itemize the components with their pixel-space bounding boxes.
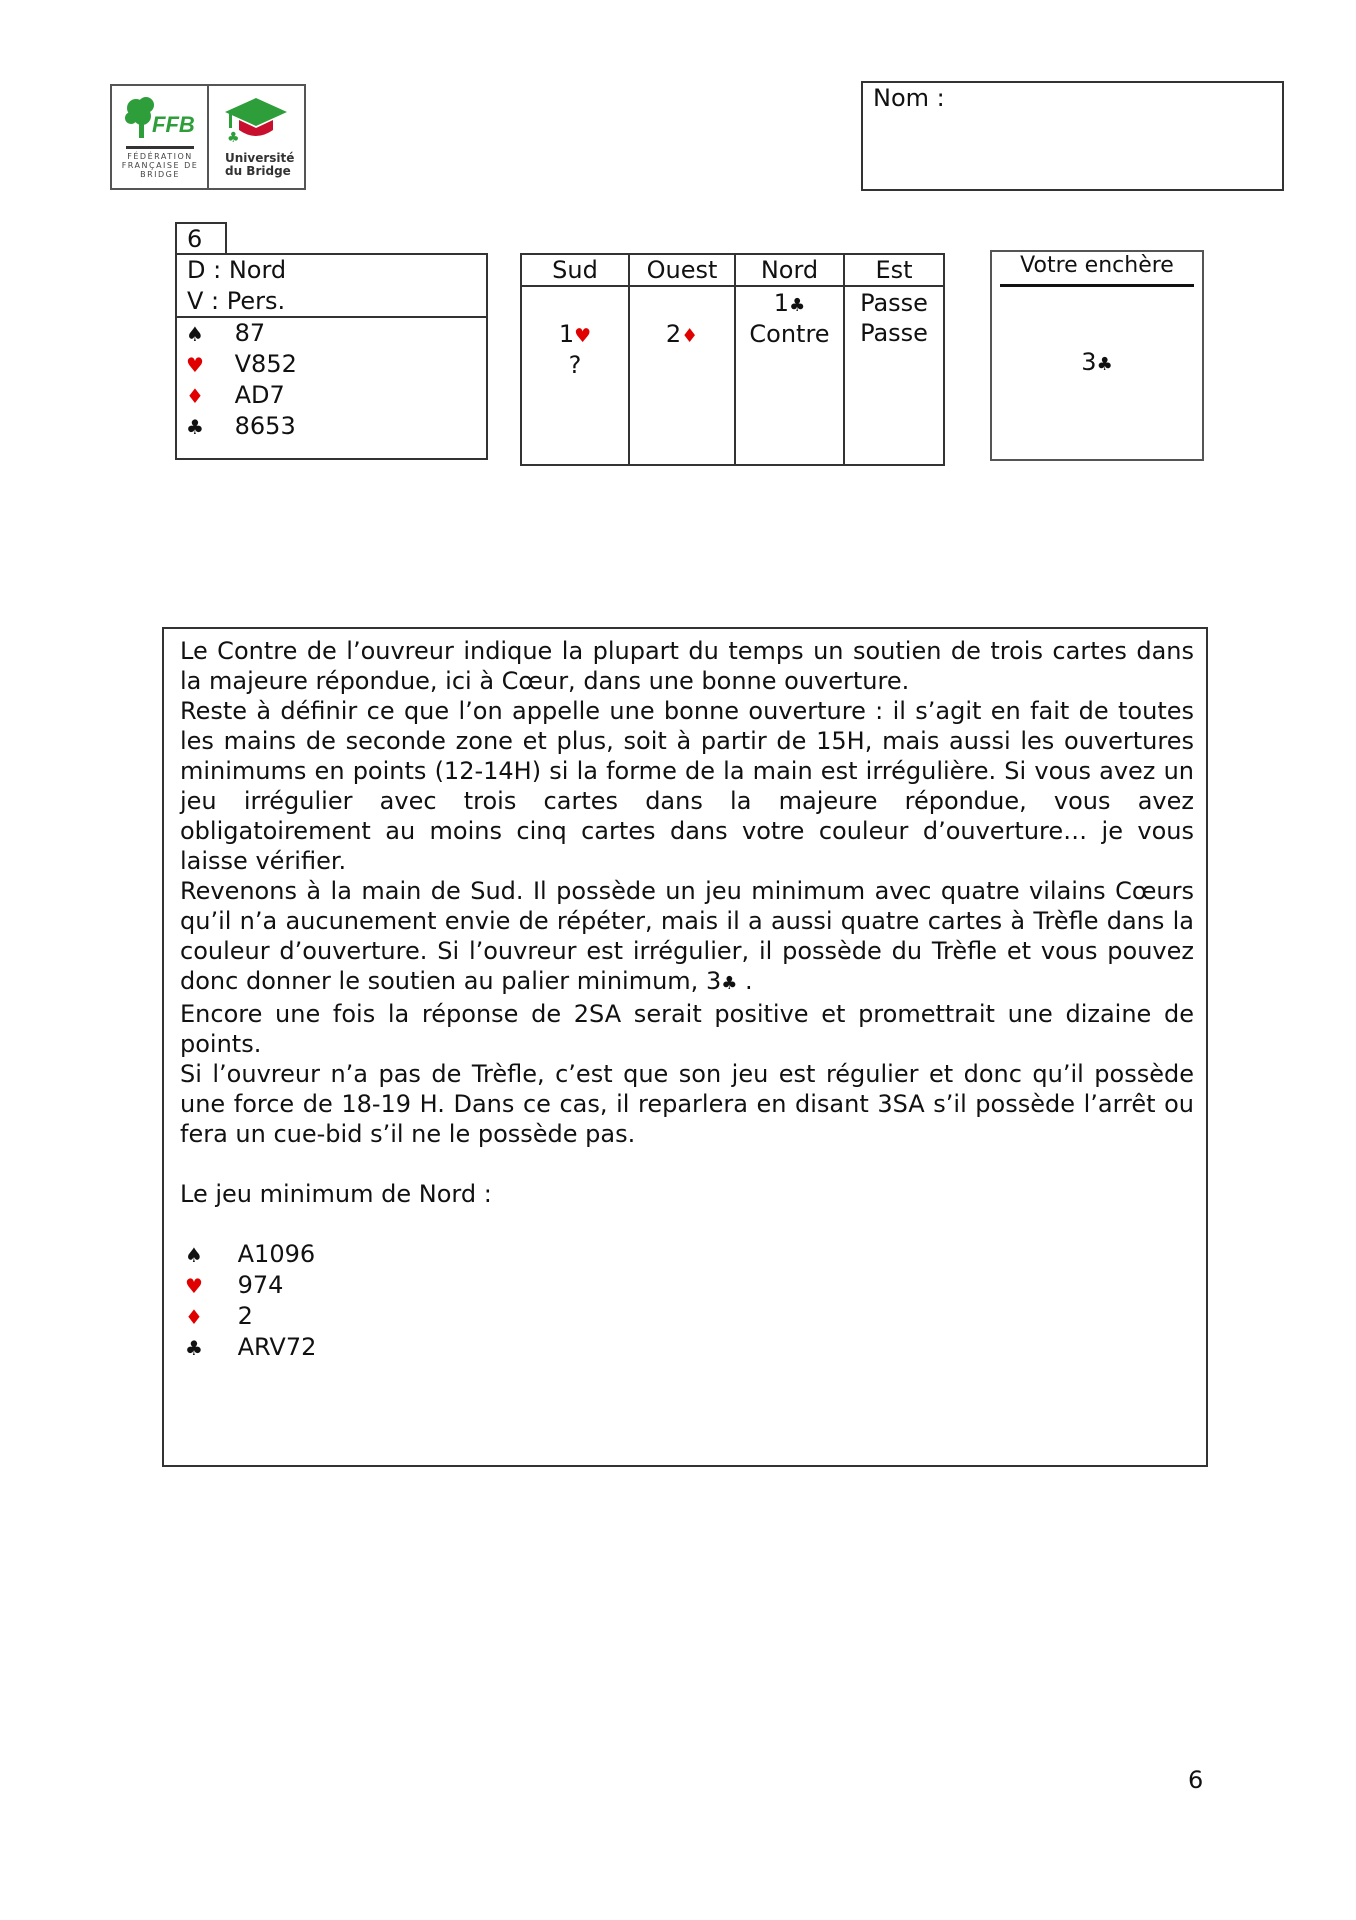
explanation-text [180, 636, 1194, 1363]
club-cards: ARV72 [237, 1333, 317, 1361]
heart-icon: ♥ [574, 325, 592, 347]
explanation-paragraph: Encore une fois la réponse de 2SA serait positive et promettrait une dizaine de points. [180, 1000, 1194, 1058]
diamond-icon: ♦ [185, 1305, 203, 1329]
hand-row-spades [181, 318, 297, 349]
north-row-clubs [180, 1332, 1194, 1363]
auction-col-est [845, 255, 943, 464]
explanation-paragraph: Reste à définir ce que l’on appelle une bonne ouverture : il s’agit en fait de toutes les mains de seconde zone et plus, soit à partir de 15H, mais aussi les ouvertures minimums en points (12-14H) si la forme de la main est irrégulière. Si vous avez un jeu irrégulier avec trois cartes dans la majeure répondue, vous avez obligatoirement au moins cinq cartes dans votre couleur d’ouverture… je vous laisse vérifier. [180, 697, 1194, 875]
diamond-cards: AD7 [234, 381, 285, 409]
bid-rule [1000, 284, 1194, 287]
hand-row-diamonds [181, 380, 297, 411]
north-row-diamonds [180, 1301, 1194, 1332]
auction-table [520, 253, 945, 466]
auction-bid: Passe [860, 319, 928, 347]
diamond-cards: 2 [237, 1302, 253, 1330]
page-number: 6 [1188, 1766, 1204, 1794]
north-row-spades [180, 1239, 1194, 1270]
auction-header-ouest: Ouest [630, 255, 734, 287]
spade-icon: ♠ [186, 322, 204, 346]
hand-row-hearts [181, 349, 297, 380]
auction-bid: Contre [749, 320, 830, 348]
south-hand-box [175, 253, 488, 460]
auction-bid: 1♥ [558, 320, 592, 348]
hand-divider [175, 316, 488, 318]
svg-text:FFB: FFB [152, 112, 195, 137]
auction-bid: 1♣ [773, 289, 806, 317]
auction-col-ouest [630, 255, 736, 464]
universite-logo [209, 86, 304, 188]
auction-bid: 2♦ [665, 320, 699, 348]
universite-text: Université du Bridge [225, 151, 295, 178]
club-icon: ♣ [721, 973, 738, 994]
club-cards: 8653 [234, 412, 296, 440]
spade-cards: 87 [234, 319, 266, 347]
club-icon: ♣ [1096, 354, 1113, 375]
name-label: Nom : [873, 84, 945, 112]
explanation-paragraph: Le Contre de l’ouvreur indique la plupart du temps un soutien de trois cartes dans la majeure répondue, ici à Cœur, dans une bonne ouverture. [180, 637, 1194, 695]
diamond-icon: ♦ [681, 325, 699, 347]
heart-cards: 974 [237, 1271, 284, 1299]
logo [110, 84, 306, 190]
auction-header-sud: Sud [522, 255, 628, 287]
north-row-hearts [180, 1270, 1194, 1301]
graduation-cap-icon [223, 96, 289, 146]
north-hand [180, 1239, 1194, 1363]
svg-text:♣: ♣ [227, 130, 240, 146]
hand-row-clubs [181, 411, 297, 442]
auction-col-nord [736, 255, 845, 464]
heart-cards: V852 [234, 350, 297, 378]
explanation-paragraph: Revenons à la main de Sud. Il possède un jeu minimum avec quatre vilains Cœurs qu’il n’a aucunement envie de répéter, mais il a aussi quatre cartes à Trèfle dans la couleur d’ouverture. Si l’ouvreur est irrégulier, il possède du Trèfle et vous pouvez donc donner le soutien au palier minimum, 3♣ . [180, 877, 1194, 995]
auction-col-sud [522, 255, 630, 464]
explanation-paragraph: Si l’ouvreur n’a pas de Trèfle, c’est que son jeu est régulier et donc qu’il possède une force de 18-19 H. Dans ce cas, il reparlera en disant 3SA s’il possède l’arrêt ou fera un cue-bid s’il ne le possède pas. [180, 1060, 1194, 1148]
heart-icon: ♥ [185, 1274, 203, 1298]
bid-value: 3♣ [1081, 348, 1113, 376]
vulnerability-label: V : Pers. [187, 287, 286, 315]
club-icon: ♣ [185, 1336, 203, 1360]
spade-icon: ♠ [185, 1243, 203, 1267]
ffb-caption: FÉDÉRATION FRANÇAISE DE BRIDGE [121, 152, 199, 179]
auction-bid: ? [568, 351, 582, 379]
auction-header-nord: Nord [736, 255, 843, 287]
club-icon: ♣ [186, 415, 204, 439]
deal-number: 6 [175, 222, 227, 254]
bid-label: Votre enchère [1020, 253, 1174, 278]
ffb-logo [112, 86, 209, 188]
tree-icon [122, 96, 198, 142]
auction-header-est: Est [845, 255, 943, 287]
north-hand-title: Le jeu minimum de Nord : [180, 1180, 492, 1208]
diamond-icon: ♦ [186, 384, 204, 408]
club-icon: ♣ [789, 295, 806, 316]
spade-cards: A1096 [237, 1240, 316, 1268]
dealer-label: D : Nord [187, 256, 287, 284]
heart-icon: ♥ [186, 353, 204, 377]
ffb-rule [126, 146, 194, 149]
auction-bid: Passe [860, 289, 928, 317]
